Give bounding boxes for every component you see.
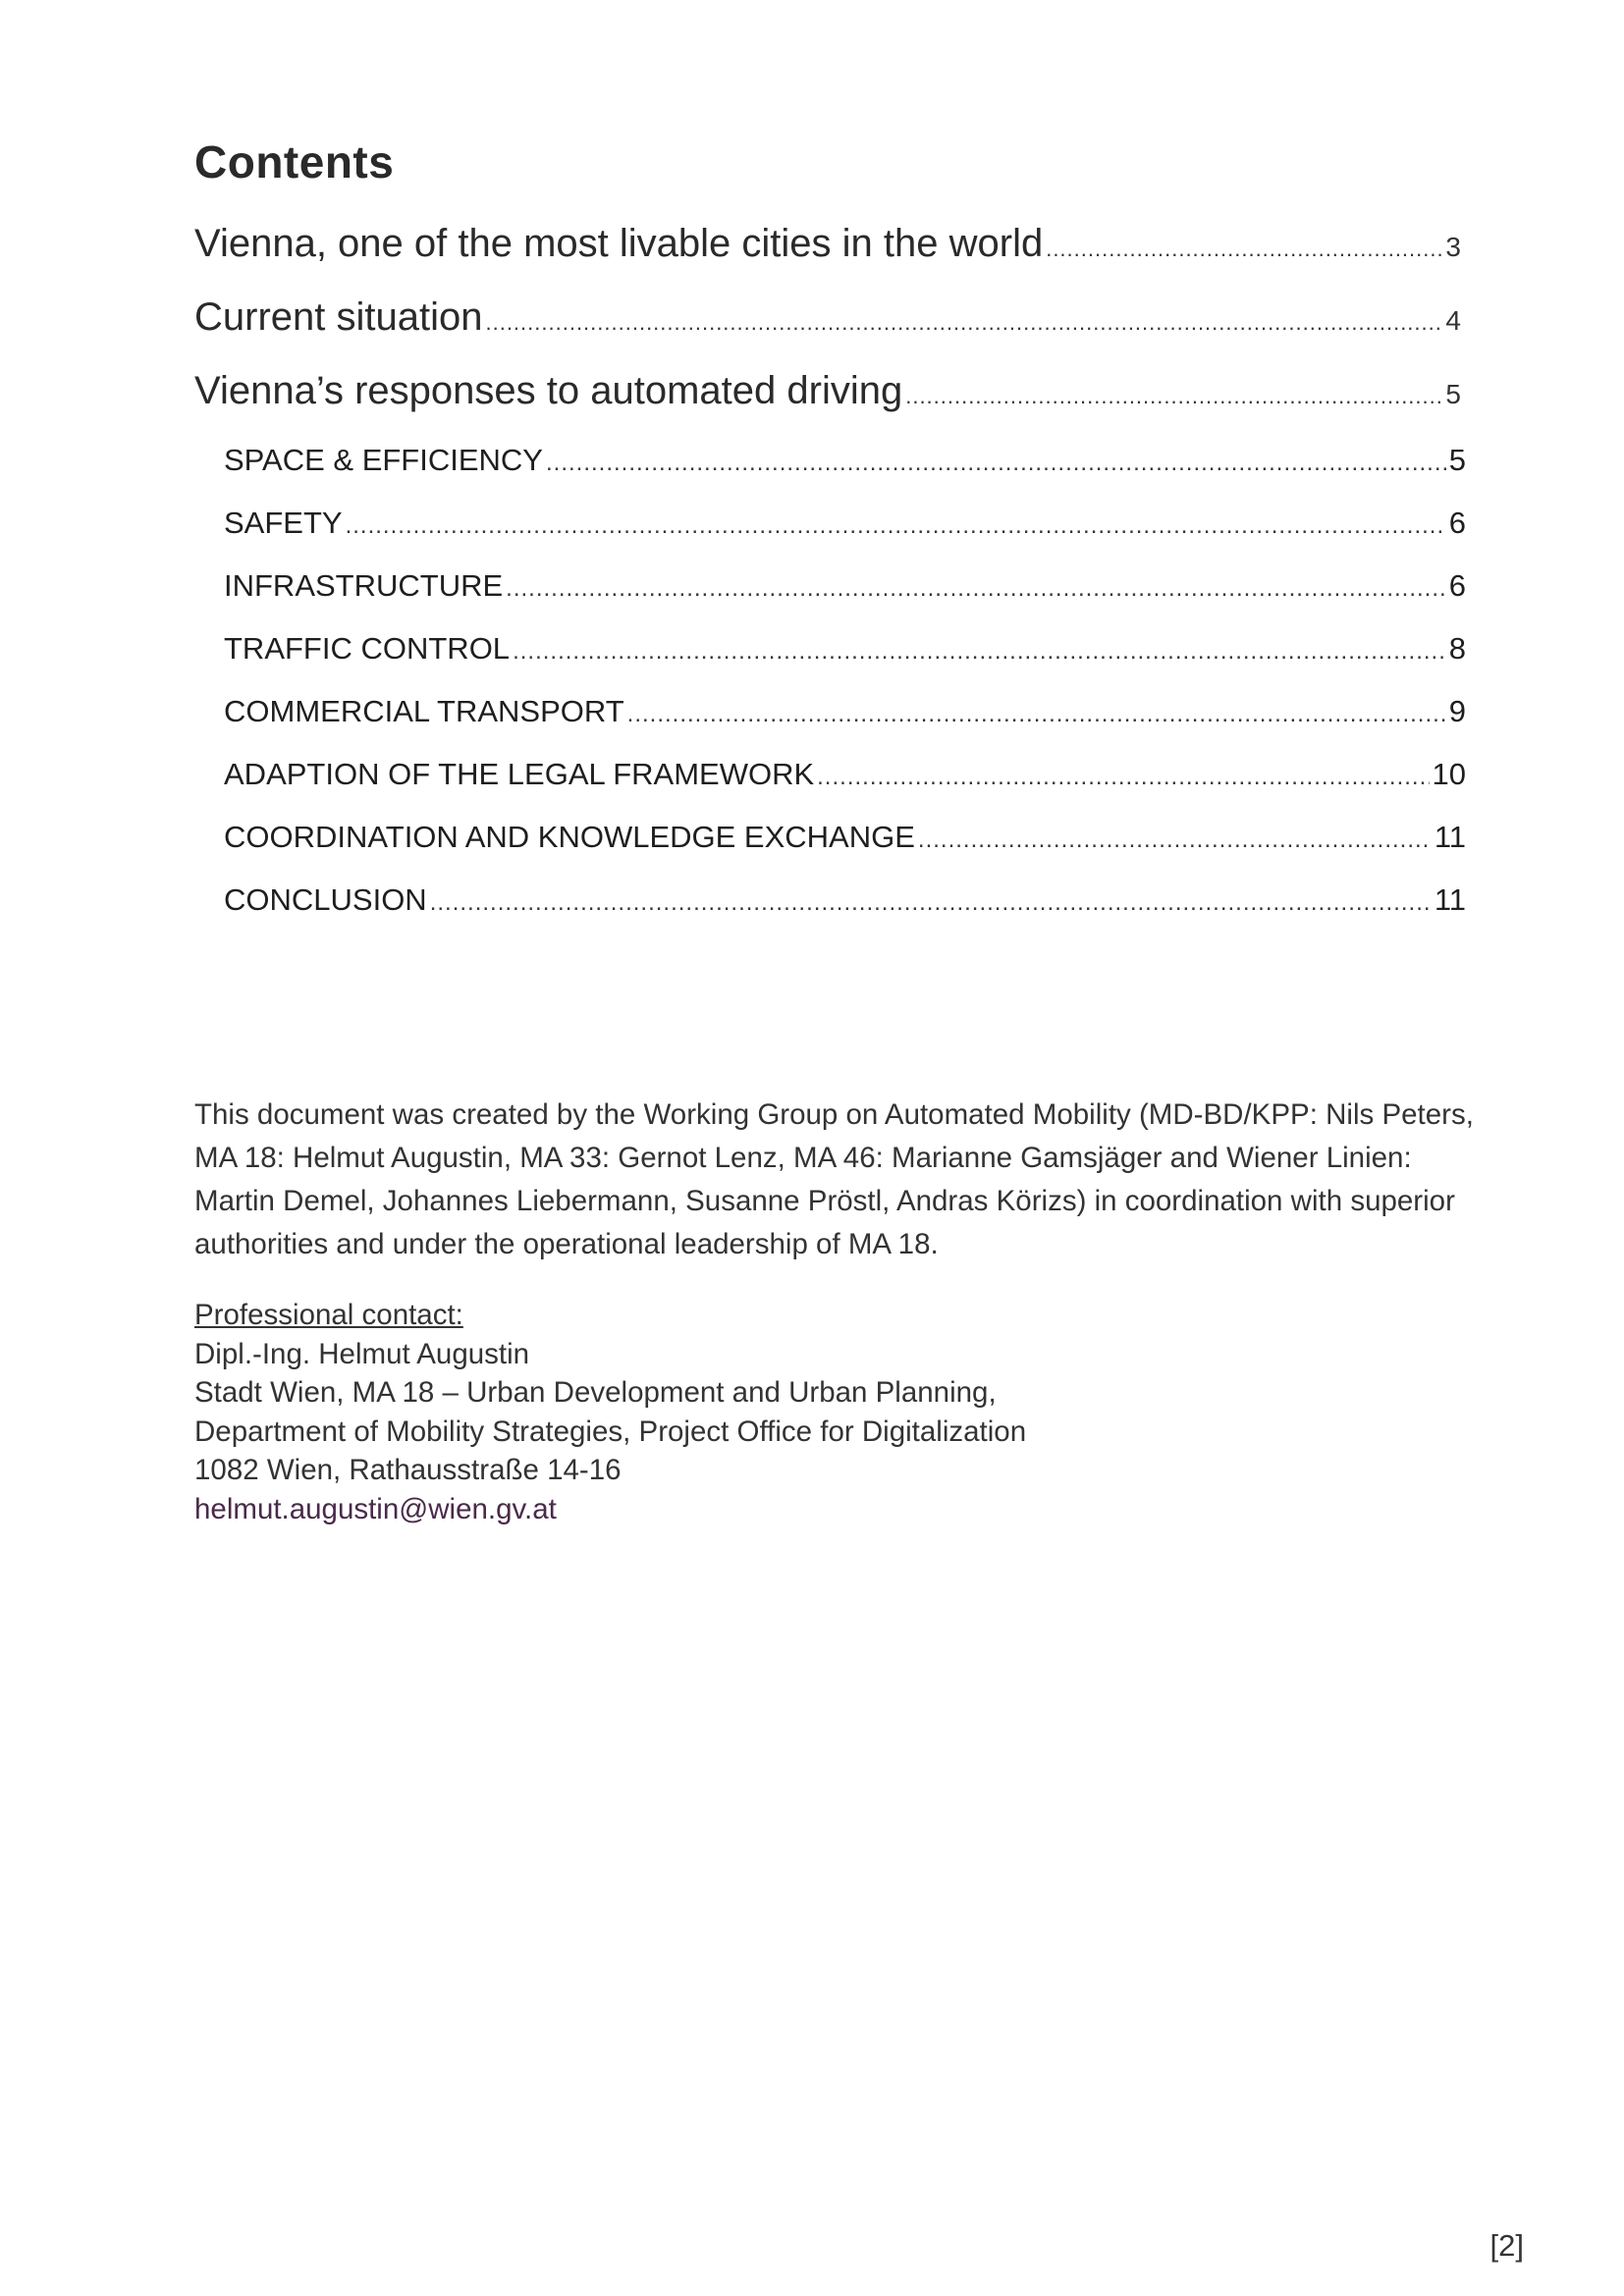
contact-address: 1082 Wien, Rathausstraße 14-16 xyxy=(194,1454,622,1486)
toc-entry-sub[interactable] xyxy=(224,506,1466,541)
toc-leader-dots xyxy=(627,701,1446,728)
toc-entry-page: 11 xyxy=(1434,820,1466,854)
toc-entry-sub[interactable] xyxy=(224,694,1466,729)
toc-entry-page: 9 xyxy=(1448,694,1466,728)
toc-leader-dots xyxy=(918,827,1432,854)
toc-entry-sub[interactable] xyxy=(224,568,1466,604)
contact-name: Dipl.-Ing. Helmut Augustin xyxy=(194,1337,530,1370)
toc-entry-page: 8 xyxy=(1448,631,1466,666)
contact-block xyxy=(194,1296,1373,1528)
toc-entry-title: SPACE & EFFICIENCY xyxy=(224,443,543,477)
toc-entry-title: COMMERCIAL TRANSPORT xyxy=(224,694,624,728)
toc-entry-title: INFRASTRUCTURE xyxy=(224,568,504,603)
toc-entry-page: 4 xyxy=(1445,305,1461,336)
contact-department-line: Department of Mobility Strategies, Project Office for Digitalization xyxy=(194,1415,1027,1448)
toc-entry-title: ADAPTION OF THE LEGAL FRAMEWORK xyxy=(224,757,815,791)
toc-leader-dots xyxy=(513,638,1446,666)
toc-entry-title: Vienna, one of the most livable cities in the world xyxy=(194,222,1044,265)
toc-entry-sub[interactable] xyxy=(224,443,1466,478)
toc-entry-title: SAFETY xyxy=(224,506,343,540)
toc-leader-dots xyxy=(430,889,1432,917)
toc-leader-dots xyxy=(817,764,1429,791)
toc-leader-dots xyxy=(546,450,1446,477)
toc-leader-dots xyxy=(506,575,1446,603)
toc-entry-title: Vienna’s responses to automated driving xyxy=(194,369,903,412)
toc-leader-dots xyxy=(1046,237,1442,262)
toc-entry-main[interactable] xyxy=(194,295,1461,340)
toc-entry-sub[interactable] xyxy=(224,882,1466,918)
contact-label: Professional contact: xyxy=(194,1299,463,1331)
toc-entry-main[interactable] xyxy=(194,222,1461,266)
toc-entry-page: 3 xyxy=(1445,232,1461,262)
toc-entry-page: 6 xyxy=(1448,506,1466,540)
toc-entry-page: 5 xyxy=(1448,443,1466,477)
toc-entry-page: 11 xyxy=(1434,882,1466,917)
credits-paragraph: This document was created by the Working Group on Automated Mobility (MD-BD/KPP: Nils Peters, MA 18: Helmut Augustin, MA 33: Gernot Lenz, MA 46: Marianne Gamsjäger and Wiener Linien: Martin Demel, Johannes Liebermann, Susanne Pröstl, Andras Körizs) in coordination with superior authorities and under the operational leadership of MA 18. xyxy=(194,1098,1474,1260)
toc-entry-page: 6 xyxy=(1448,568,1466,603)
toc-leader-dots xyxy=(485,310,1442,336)
contact-department-line: Stadt Wien, MA 18 – Urban Development and Urban Planning, xyxy=(194,1376,997,1409)
toc-entry-sub[interactable] xyxy=(224,757,1466,792)
page-number: [2] xyxy=(1489,2228,1524,2263)
toc-entry-sub[interactable] xyxy=(224,631,1466,667)
toc-entry-title: TRAFFIC CONTROL xyxy=(224,631,511,666)
contact-email-link[interactable]: helmut.augustin@wien.gv.at xyxy=(194,1492,557,1525)
toc-entry-sub[interactable] xyxy=(224,820,1466,855)
toc-leader-dots xyxy=(346,512,1446,540)
toc-leader-dots xyxy=(905,384,1442,409)
toc-entry-page: 10 xyxy=(1432,757,1466,791)
toc-entry-main[interactable] xyxy=(194,369,1461,413)
toc-entry-title: COORDINATION AND KNOWLEDGE EXCHANGE xyxy=(224,820,915,854)
toc-entry-page: 5 xyxy=(1445,379,1461,409)
toc-entry-title: Current situation xyxy=(194,295,483,339)
toc-entry-title: CONCLUSION xyxy=(224,882,427,917)
contents-heading: Contents xyxy=(194,136,395,187)
